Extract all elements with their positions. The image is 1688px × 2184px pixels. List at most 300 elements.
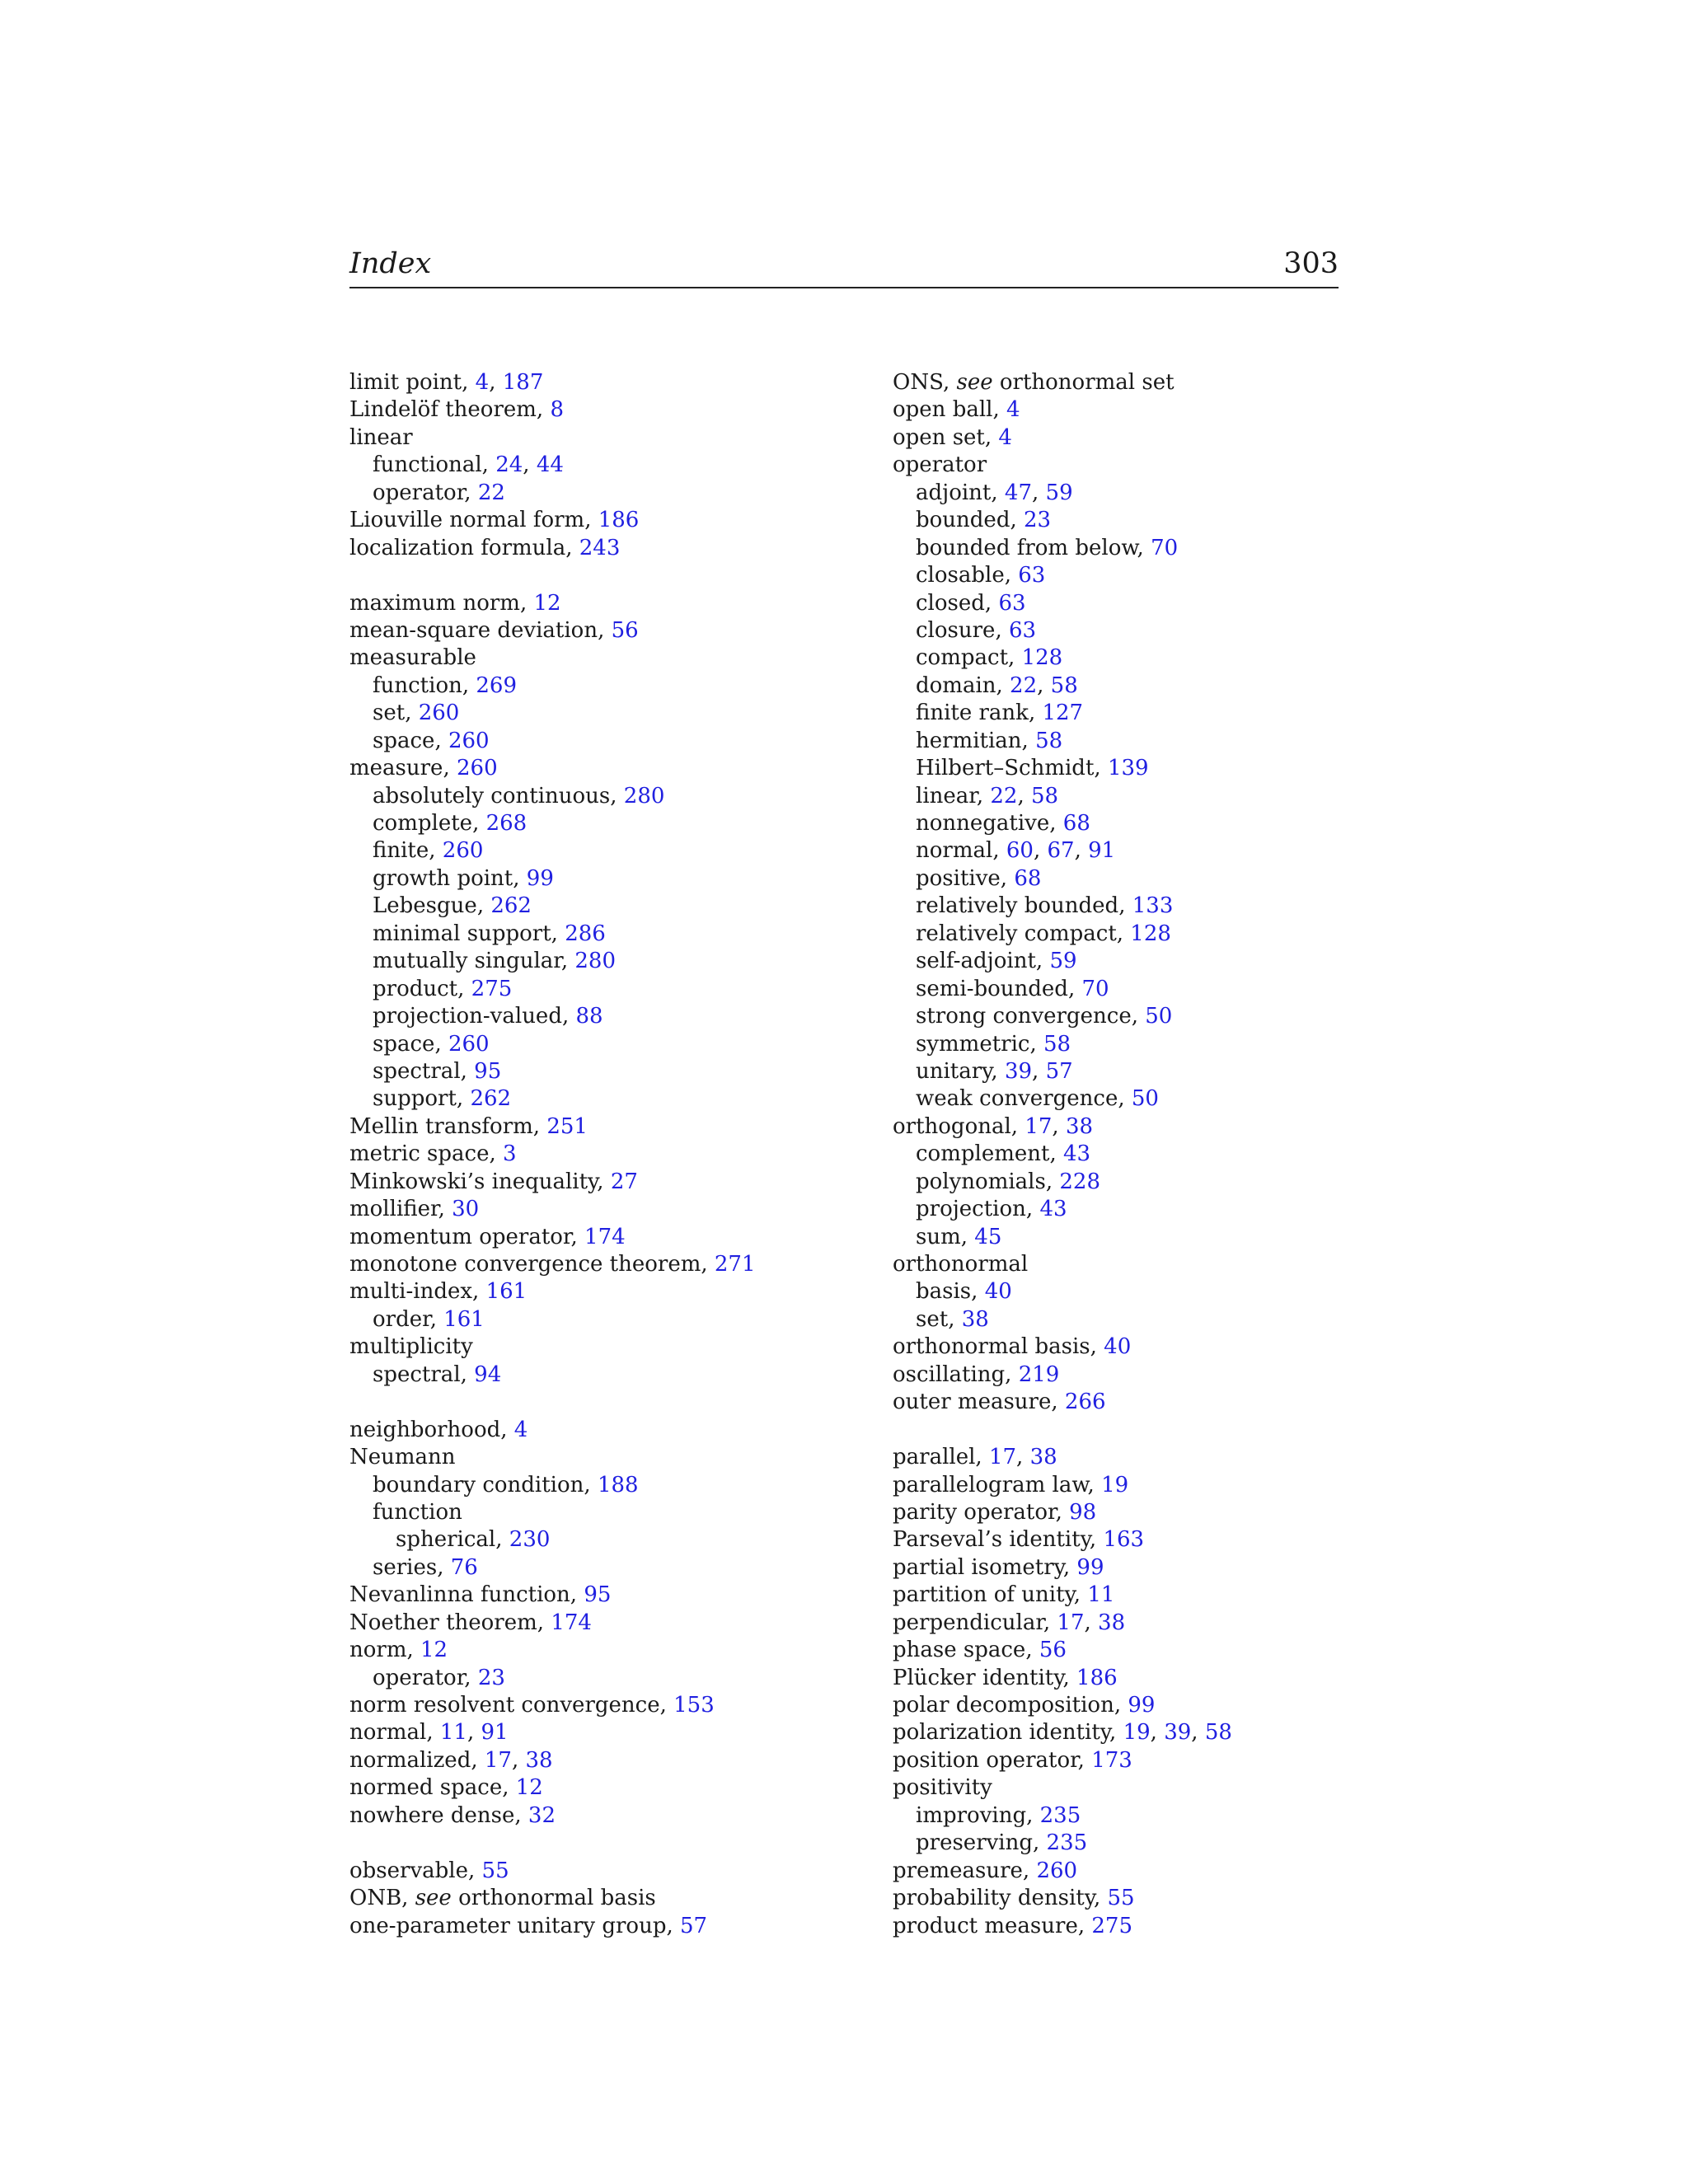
- index-entry: [893, 1774, 1404, 1802]
- index-entry: outer measure, 266: [893, 1390, 1106, 1415]
- index-entry: spherical, 230: [396, 1527, 551, 1553]
- index-entry: product measure, 275: [893, 1913, 1133, 1938]
- page-reference-link[interactable]: 40: [1104, 1334, 1132, 1360]
- index-entry: orthonormal basis, 40: [893, 1334, 1132, 1360]
- index-term: ONB: [349, 1886, 402, 1911]
- index-entry: orthogonal, 17, 38: [893, 1113, 1094, 1139]
- index-term: partition of unity: [893, 1582, 1074, 1608]
- index-term: projection: [916, 1197, 1026, 1222]
- page-reference-link[interactable]: 95: [474, 1058, 502, 1084]
- page-reference-link[interactable]: 260: [418, 701, 460, 726]
- page-reference-link[interactable]: 260: [456, 756, 498, 781]
- index-term: boundary condition: [373, 1472, 584, 1497]
- index-entry: one-parameter unitary group, 57: [349, 1913, 708, 1938]
- index-entry: polynomials, 228: [916, 1169, 1100, 1194]
- index-term: operator: [373, 1665, 465, 1690]
- index-term: operator: [893, 452, 987, 478]
- index-entry: closure, 63: [916, 617, 1037, 643]
- index-term: improving: [916, 1802, 1027, 1828]
- page-reference-link[interactable]: 59: [1045, 480, 1073, 505]
- index-entry: compact, 128: [916, 645, 1063, 671]
- page-reference-link[interactable]: 243: [579, 535, 621, 560]
- index-entry: space, 260: [373, 1031, 490, 1057]
- index-entry: set, 38: [916, 1306, 989, 1332]
- page-reference-link[interactable]: 91: [481, 1720, 509, 1746]
- page-reference-link[interactable]: 76: [450, 1554, 478, 1580]
- page-reference-link[interactable]: 55: [481, 1858, 509, 1883]
- index-term: multi-index: [349, 1279, 473, 1305]
- page-reference-link[interactable]: 12: [533, 590, 561, 616]
- index-term: operator: [373, 480, 465, 505]
- page-reference-link[interactable]: 56: [611, 617, 639, 643]
- page-reference-link[interactable]: 4: [1006, 397, 1020, 423]
- page-reference-link[interactable]: 58: [1050, 673, 1078, 698]
- index-term: orthonormal: [893, 1252, 1029, 1277]
- index-term: parity operator: [893, 1499, 1056, 1525]
- index-term: function: [373, 1499, 462, 1525]
- page-reference-link[interactable]: 56: [1039, 1638, 1067, 1663]
- index-entry: bounded, 23: [916, 508, 1052, 533]
- page-reference-link[interactable]: 39: [1004, 1058, 1033, 1084]
- index-entry: function, 269: [373, 673, 518, 698]
- index-term: spectral: [373, 1361, 461, 1387]
- page-reference-link[interactable]: 12: [420, 1638, 448, 1663]
- index-entry: complement, 43: [916, 1141, 1091, 1167]
- index-entry: parity operator, 98: [893, 1499, 1097, 1525]
- index-entry: linear, 22, 58: [916, 783, 1059, 808]
- index-term: positivity: [893, 1775, 992, 1801]
- index-entry: metric space, 3: [349, 1141, 517, 1167]
- page-reference-link[interactable]: 67: [1047, 838, 1075, 864]
- index-term: complement: [916, 1141, 1050, 1167]
- index-term: linear: [916, 783, 977, 808]
- index-term: Mellin transform: [349, 1113, 533, 1139]
- index-entry: normal, 60, 67, 91: [916, 838, 1116, 864]
- index-entry: projection-valued, 88: [373, 1004, 603, 1029]
- index-term: outer measure: [893, 1390, 1052, 1415]
- index-entry: self-adjoint, 59: [916, 949, 1077, 974]
- index-term: hermitian: [916, 728, 1022, 753]
- page-reference-link[interactable]: 58: [1204, 1720, 1232, 1746]
- index-term: Lindelöf theorem: [349, 397, 537, 423]
- page-reference-link[interactable]: 27: [610, 1169, 638, 1194]
- page-reference-link[interactable]: 58: [1035, 728, 1063, 753]
- index-term: parallelogram law: [893, 1472, 1088, 1497]
- page-reference-link[interactable]: 38: [1098, 1610, 1126, 1635]
- index-term: open set: [893, 424, 985, 450]
- index-term: linear: [349, 424, 413, 450]
- index-term: ONS: [893, 370, 943, 395]
- see-target: orthonormal basis: [458, 1886, 656, 1911]
- page-reference-link[interactable]: 268: [485, 811, 528, 836]
- page-reference-link[interactable]: 23: [477, 1665, 505, 1690]
- page-reference-link[interactable]: 17: [1057, 1610, 1085, 1635]
- page-reference-link[interactable]: 230: [509, 1527, 551, 1553]
- page-reference-link[interactable]: 11: [1087, 1582, 1115, 1608]
- index-term: Nevanlinna function: [349, 1582, 570, 1608]
- index-entry: operator, 23: [373, 1665, 505, 1690]
- group-spacer: [349, 562, 860, 589]
- index-term: minimal support: [373, 921, 551, 946]
- index-term: unitary: [916, 1058, 992, 1084]
- index-column-right: [893, 369, 1404, 1940]
- index-entry: [349, 1499, 860, 1526]
- page-reference-link[interactable]: 161: [443, 1306, 485, 1332]
- index-entry: norm resolvent convergence, 153: [349, 1693, 715, 1718]
- index-term: mutually singular: [373, 949, 561, 974]
- page-reference-link[interactable]: 3: [503, 1141, 517, 1167]
- page-reference-link[interactable]: 22: [477, 480, 505, 505]
- index-term: measurable: [349, 645, 476, 671]
- index-term: polar decomposition: [893, 1693, 1114, 1718]
- see-target: orthonormal set: [999, 370, 1175, 395]
- index-term: observable: [349, 1858, 468, 1883]
- index-term: product: [373, 976, 458, 1001]
- page-reference-link[interactable]: 63: [1018, 563, 1046, 588]
- page-reference-link[interactable]: 68: [1014, 865, 1042, 891]
- index-entry: support, 262: [373, 1086, 512, 1112]
- page-reference-link[interactable]: 260: [1036, 1858, 1078, 1883]
- group-spacer: [893, 1417, 1404, 1444]
- page-reference-link[interactable]: 22: [990, 783, 1018, 808]
- page-reference-link[interactable]: 57: [1045, 1058, 1073, 1084]
- index-term: normal: [349, 1720, 427, 1746]
- index-term: set: [373, 701, 406, 726]
- index-term: Minkowski’s inequality: [349, 1169, 598, 1194]
- index-entry: [893, 1251, 1404, 1278]
- index-entry: premeasure, 260: [893, 1858, 1078, 1883]
- page-reference-link[interactable]: 40: [984, 1279, 1012, 1305]
- page-reference-link[interactable]: 269: [476, 673, 518, 698]
- index-term: function: [373, 673, 462, 698]
- index-entry: partial isometry, 99: [893, 1554, 1104, 1580]
- see-label: see: [956, 370, 993, 395]
- index-entry: mean-square deviation, 56: [349, 617, 639, 643]
- page-reference-link[interactable]: 11: [439, 1720, 467, 1746]
- index-term: self-adjoint: [916, 949, 1036, 974]
- index-entry: functional, 24, 44: [373, 452, 564, 478]
- page-reference-link[interactable]: 38: [1065, 1113, 1094, 1139]
- index-term: premeasure: [893, 1858, 1023, 1883]
- index-entry: spectral, 94: [373, 1361, 502, 1387]
- index-entry: domain, 22, 58: [916, 673, 1078, 698]
- index-entry: measure, 260: [349, 756, 498, 781]
- page-reference-link[interactable]: 17: [988, 1445, 1017, 1470]
- page-reference-link[interactable]: 39: [1164, 1720, 1192, 1746]
- index-entry: neighborhood, 4: [349, 1417, 528, 1442]
- page-reference-link[interactable]: 47: [1004, 480, 1032, 505]
- page-reference-link[interactable]: 260: [448, 1031, 490, 1057]
- page-reference-link[interactable]: 99: [1076, 1554, 1104, 1580]
- index-entry: nowhere dense, 32: [349, 1802, 556, 1828]
- index-term: nonnegative: [916, 811, 1050, 836]
- index-column-left: [349, 369, 860, 1940]
- page-reference-link[interactable]: 163: [1103, 1527, 1145, 1553]
- index-term: normal: [916, 838, 993, 864]
- page-reference-link[interactable]: 153: [673, 1693, 715, 1718]
- index-term: space: [373, 1031, 435, 1057]
- index-term: norm: [349, 1638, 407, 1663]
- page-reference-link[interactable]: 4: [475, 370, 490, 395]
- index-term: orthonormal basis: [893, 1334, 1090, 1360]
- page-reference-link[interactable]: 12: [515, 1775, 543, 1801]
- index-entry: Hilbert–Schmidt, 139: [916, 756, 1149, 781]
- index-entry: multi-index, 161: [349, 1279, 528, 1305]
- see-label: see: [415, 1886, 452, 1911]
- index-entry: probability density, 55: [893, 1886, 1135, 1911]
- index-term: series: [373, 1554, 438, 1580]
- page-reference-link[interactable]: 128: [1130, 921, 1171, 946]
- index-term: normed space: [349, 1775, 503, 1801]
- index-term: finite: [373, 838, 429, 864]
- index-term: Liouville normal form: [349, 508, 585, 533]
- index-entry: set, 260: [373, 701, 460, 726]
- index-entry: Liouville normal form, 186: [349, 508, 640, 533]
- index-entry: unitary, 39, 57: [916, 1058, 1073, 1084]
- running-header: [349, 244, 1339, 288]
- index-entry: finite rank, 127: [916, 701, 1084, 726]
- page-reference-link[interactable]: 174: [584, 1224, 626, 1249]
- page-reference-link[interactable]: 44: [536, 452, 564, 478]
- page-reference-link[interactable]: 63: [998, 590, 1026, 616]
- page-reference-link[interactable]: 186: [1076, 1665, 1118, 1690]
- index-term: position operator: [893, 1747, 1078, 1773]
- index-term: nowhere dense: [349, 1802, 515, 1828]
- index-entry: space, 260: [373, 728, 490, 753]
- index-term: relatively bounded: [916, 893, 1119, 919]
- index-entry: ONS, see orthonormal set: [893, 370, 1175, 395]
- page-reference-link[interactable]: 280: [574, 949, 617, 974]
- index-entry: positive, 68: [916, 865, 1042, 891]
- index-term: neighborhood: [349, 1417, 501, 1442]
- index-term: basis: [916, 1279, 972, 1305]
- page-reference-link[interactable]: 98: [1069, 1499, 1097, 1525]
- page-reference-link[interactable]: 70: [1151, 535, 1179, 560]
- index-entry: Lindelöf theorem, 8: [349, 397, 564, 423]
- page-reference-link[interactable]: 186: [598, 508, 640, 533]
- index-term: Plücker identity: [893, 1665, 1063, 1690]
- page-reference-link[interactable]: 50: [1145, 1004, 1173, 1029]
- index-entry: closed, 63: [916, 590, 1026, 616]
- page-reference-link[interactable]: 133: [1132, 893, 1174, 919]
- index-entry: normalized, 17, 38: [349, 1747, 553, 1773]
- index-entry: relatively bounded, 133: [916, 893, 1174, 919]
- page-reference-link[interactable]: 45: [974, 1224, 1002, 1249]
- index-term: localization formula: [349, 535, 566, 560]
- index-entry: bounded from below, 70: [916, 535, 1179, 560]
- index-entry: monotone convergence theorem, 271: [349, 1252, 756, 1277]
- page-reference-link[interactable]: 43: [1062, 1141, 1091, 1167]
- index-term: order: [373, 1306, 430, 1332]
- group-spacer: [349, 1389, 860, 1416]
- index-entry: Lebesgue, 262: [373, 893, 532, 919]
- index-entry: semi-bounded, 70: [916, 976, 1109, 1001]
- index-entry: projection, 43: [916, 1197, 1067, 1222]
- index-entry: mollifier, 30: [349, 1197, 480, 1222]
- page-reference-link[interactable]: 99: [1128, 1693, 1156, 1718]
- page-reference-link[interactable]: 60: [1006, 838, 1034, 864]
- page-reference-link[interactable]: 280: [623, 783, 665, 808]
- page-reference-link[interactable]: 235: [1039, 1802, 1081, 1828]
- index-term: relatively compact: [916, 921, 1117, 946]
- index-entry: weak convergence, 50: [916, 1086, 1159, 1112]
- index-term: multiplicity: [349, 1334, 473, 1360]
- page-reference-link[interactable]: 188: [597, 1472, 639, 1497]
- index-term: metric space: [349, 1141, 490, 1167]
- index-entry: nonnegative, 68: [916, 811, 1090, 836]
- page-reference-link[interactable]: 275: [471, 976, 513, 1001]
- index-entry: position operator, 173: [893, 1747, 1132, 1773]
- page-reference-link[interactable]: 50: [1131, 1086, 1159, 1112]
- index-entry: observable, 55: [349, 1858, 509, 1883]
- index-entry: mutually singular, 280: [373, 949, 617, 974]
- page-reference-link[interactable]: 23: [1024, 508, 1052, 533]
- page-reference-link[interactable]: 173: [1091, 1747, 1132, 1773]
- index-entry: [349, 424, 860, 452]
- index-term: mean-square deviation: [349, 617, 598, 643]
- index-term: open ball: [893, 397, 993, 423]
- page-reference-link[interactable]: 286: [565, 921, 606, 946]
- page-reference-link[interactable]: 127: [1042, 701, 1084, 726]
- index-entry: growth point, 99: [373, 865, 554, 891]
- page-reference-link[interactable]: 161: [485, 1279, 528, 1305]
- page-reference-link[interactable]: 38: [961, 1306, 989, 1332]
- index-term: functional: [373, 452, 482, 478]
- index-entry: parallel, 17, 38: [893, 1445, 1057, 1470]
- index-term: semi-bounded: [916, 976, 1068, 1001]
- index-entry: phase space, 56: [893, 1638, 1067, 1663]
- index-term: probability density: [893, 1886, 1094, 1911]
- index-term: absolutely continuous: [373, 783, 611, 808]
- index-entry: adjoint, 47, 59: [916, 480, 1073, 505]
- index-term: positive: [916, 865, 1001, 891]
- page-reference-link[interactable]: 4: [513, 1417, 528, 1442]
- index-term: closable: [916, 563, 1005, 588]
- page-reference-link[interactable]: 228: [1059, 1169, 1100, 1194]
- index-term: domain: [916, 673, 996, 698]
- page-reference-link[interactable]: 88: [575, 1004, 603, 1029]
- page-reference-link[interactable]: 63: [1008, 617, 1037, 643]
- index-entry: normed space, 12: [349, 1775, 543, 1801]
- index-term: perpendicular: [893, 1610, 1043, 1635]
- page-reference-link[interactable]: 235: [1046, 1830, 1088, 1856]
- page-number: 303: [1283, 247, 1339, 280]
- index-entry: Parseval’s identity, 163: [893, 1527, 1145, 1553]
- page-reference-link[interactable]: 58: [1043, 1031, 1071, 1057]
- page-reference-link[interactable]: 94: [474, 1361, 502, 1387]
- page-reference-link[interactable]: 187: [502, 370, 544, 395]
- page-reference-link[interactable]: 95: [584, 1582, 612, 1608]
- page-reference-link[interactable]: 251: [546, 1113, 588, 1139]
- index-entry: minimal support, 286: [373, 921, 606, 946]
- index-term: strong convergence: [916, 1004, 1132, 1029]
- page-reference-link[interactable]: 275: [1091, 1913, 1133, 1938]
- index-term: preserving: [916, 1830, 1034, 1856]
- page-reference-link[interactable]: 266: [1064, 1390, 1106, 1415]
- index-entry: Minkowski’s inequality, 27: [349, 1169, 638, 1194]
- page-reference-link[interactable]: 70: [1081, 976, 1109, 1001]
- index-entry: maximum norm, 12: [349, 590, 561, 616]
- page-reference-link[interactable]: 128: [1021, 645, 1063, 671]
- index-entry: basis, 40: [916, 1279, 1012, 1305]
- page-reference-link[interactable]: 4: [998, 424, 1012, 450]
- page-reference-link[interactable]: 260: [442, 838, 484, 864]
- page-reference-link[interactable]: 22: [1010, 673, 1038, 698]
- index-entry: polarization identity, 19, 39, 58: [893, 1720, 1232, 1746]
- index-term: mollifier: [349, 1197, 438, 1222]
- page-reference-link[interactable]: 68: [1062, 811, 1090, 836]
- page-reference-link[interactable]: 271: [714, 1252, 756, 1277]
- index-term: orthogonal: [893, 1113, 1011, 1139]
- index-term: Neumann: [349, 1445, 456, 1470]
- index-term: one-parameter unitary group: [349, 1913, 667, 1938]
- page-reference-link[interactable]: 19: [1123, 1720, 1151, 1746]
- index-term: polarization identity: [893, 1720, 1110, 1746]
- page-reference-link[interactable]: 43: [1039, 1197, 1067, 1222]
- index-entry: norm, 12: [349, 1638, 448, 1663]
- index-term: parallel: [893, 1445, 976, 1470]
- page-reference-link[interactable]: 99: [526, 865, 554, 891]
- index-entry: momentum operator, 174: [349, 1224, 626, 1249]
- index-entry: limit point, 4, 187: [349, 370, 544, 395]
- page-reference-link[interactable]: 55: [1107, 1886, 1135, 1911]
- page-reference-link[interactable]: 17: [1025, 1113, 1053, 1139]
- page-reference-link[interactable]: 58: [1031, 783, 1059, 808]
- index-entry: partition of unity, 11: [893, 1582, 1115, 1608]
- page-reference-link[interactable]: 38: [525, 1747, 553, 1773]
- page-reference-link[interactable]: 57: [680, 1913, 708, 1938]
- page-reference-link[interactable]: 8: [550, 397, 564, 423]
- page-reference-link[interactable]: 219: [1018, 1361, 1060, 1387]
- index-entry: strong convergence, 50: [916, 1004, 1173, 1029]
- running-title: Index: [349, 247, 432, 280]
- index-term: bounded from below: [916, 535, 1137, 560]
- page-reference-link[interactable]: 174: [551, 1610, 592, 1635]
- index-term: adjoint: [916, 480, 992, 505]
- index-term: normalized: [349, 1747, 471, 1773]
- index-entry: complete, 268: [373, 811, 528, 836]
- page-reference-link[interactable]: 262: [490, 893, 532, 919]
- index-entry: open ball, 4: [893, 397, 1020, 423]
- page-reference-link[interactable]: 139: [1107, 756, 1149, 781]
- index-entry: product, 275: [373, 976, 513, 1001]
- index-entry: Mellin transform, 251: [349, 1113, 588, 1139]
- page-reference-link[interactable]: 19: [1101, 1472, 1129, 1497]
- page-reference-link[interactable]: 59: [1049, 949, 1077, 974]
- index-term: space: [373, 728, 435, 753]
- page-reference-link[interactable]: 262: [470, 1086, 512, 1112]
- index-term: closure: [916, 617, 996, 643]
- index-entry: improving, 235: [916, 1802, 1081, 1828]
- index-term: spectral: [373, 1058, 461, 1084]
- page-reference-link[interactable]: 24: [495, 452, 523, 478]
- page-reference-link[interactable]: 30: [452, 1197, 480, 1222]
- page-reference-link[interactable]: 32: [528, 1802, 556, 1828]
- index-entry: polar decomposition, 99: [893, 1693, 1156, 1718]
- index-entry: absolutely continuous, 280: [373, 783, 665, 808]
- index-entry: Plücker identity, 186: [893, 1665, 1118, 1690]
- page-reference-link[interactable]: 91: [1088, 838, 1116, 864]
- page-reference-link[interactable]: 260: [448, 728, 490, 753]
- index-entry: oscillating, 219: [893, 1361, 1060, 1387]
- index-term: measure: [349, 756, 443, 781]
- index-entry: [349, 644, 860, 672]
- page-reference-link[interactable]: 38: [1029, 1445, 1057, 1470]
- group-spacer: [349, 1830, 860, 1857]
- index-entry: finite, 260: [373, 838, 484, 864]
- index-term: bounded: [916, 508, 1010, 533]
- page-reference-link[interactable]: 17: [484, 1747, 512, 1773]
